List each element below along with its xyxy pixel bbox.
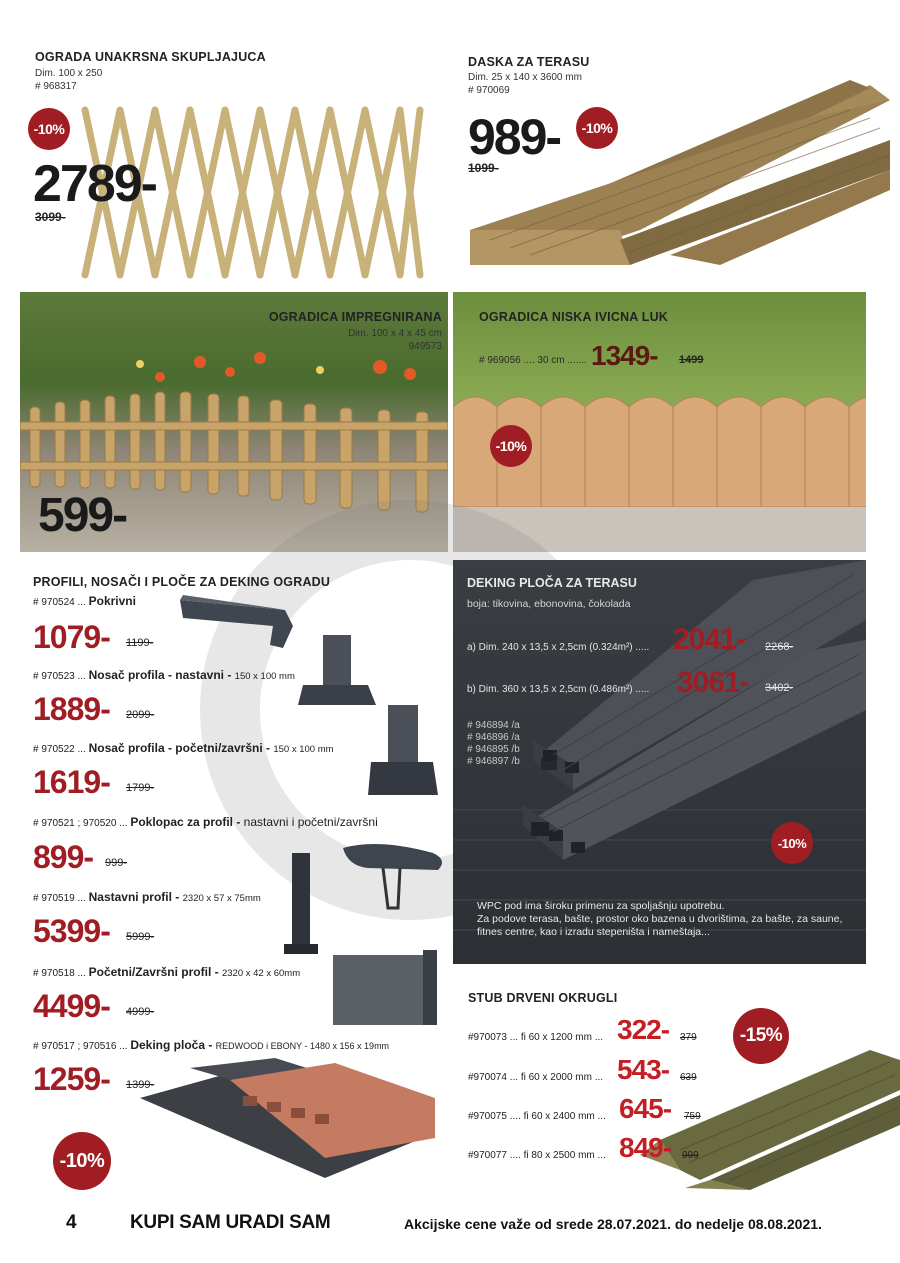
post-item-label: #970077 .... fi 80 x 2500 mm ... xyxy=(468,1150,606,1161)
item-dim: 2320 x 42 x 60mm xyxy=(221,968,301,979)
product-old-price: 1099- xyxy=(468,161,499,175)
code-item: # 946895 /b xyxy=(467,744,520,755)
validity-note: Akcijske cene važe od srede 28.07.2021. do nedelje 08.08.2021. xyxy=(404,1216,822,1232)
item-dim: nastavni i početni/završni xyxy=(243,815,378,829)
product-arched-border-fence xyxy=(453,292,866,552)
item-dim: 2320 x 57 x 75mm xyxy=(182,893,261,904)
discount-badge: -10% xyxy=(771,822,813,864)
post-item-label: #970075 .... fi 60 x 2400 mm ... xyxy=(468,1111,606,1122)
item-code: # 970517 ; 970516 ... xyxy=(33,1041,131,1052)
product-dim: Dim. 25 x 140 x 3600 mm xyxy=(468,72,582,83)
code-item: # 946896 /a xyxy=(467,732,520,743)
item-old-price: 999- xyxy=(105,857,128,869)
product-old-price: 3099- xyxy=(35,210,66,224)
page-number: 4 xyxy=(66,1212,77,1233)
item-name: Nosač profila - nastavni - xyxy=(88,668,235,682)
discount-badge: -10% xyxy=(490,425,532,467)
variant-a-price: 2041- xyxy=(673,623,745,656)
item-code: # 970523 ... xyxy=(33,671,89,682)
code-list xyxy=(467,720,520,768)
code-item: # 946894 /a xyxy=(467,720,520,731)
item-dim: REDWOOD i EBONY - 1480 x 156 x 19mm xyxy=(215,1041,390,1051)
post-item-old-price: 379 xyxy=(680,1032,697,1043)
product-title: DASKA ZA TERASU xyxy=(468,55,590,69)
product-price: 2789- xyxy=(33,155,156,213)
item-price: 1259- xyxy=(33,1061,110,1097)
product-impregnated-fence xyxy=(20,292,448,552)
item-price: 4499- xyxy=(33,988,110,1024)
item-code: # 970524 ... xyxy=(33,597,89,608)
product-title: OGRADICA NISKA IVICNA LUK xyxy=(479,310,669,324)
item-name: Početni/Završni profil - xyxy=(88,965,222,979)
deking-board-image xyxy=(135,1058,435,1198)
product-title: DEKING PLOČA ZA TERASU xyxy=(467,576,637,590)
item-dim: 150 x 100 mm xyxy=(273,744,334,755)
item-price: 899- xyxy=(33,839,94,875)
item-old-price: 2099- xyxy=(126,709,155,721)
discount-badge: -10% xyxy=(576,107,618,149)
item-code: # 970519 ... xyxy=(33,893,89,904)
item-price: 5399- xyxy=(33,913,110,949)
description-line: fitnes centre, kao i izradu stepeništa i nameštaja... xyxy=(477,926,710,938)
item-price: 1079- xyxy=(33,619,110,655)
post-item-label: #970074 ... fi 60 x 2000 mm ... xyxy=(468,1072,604,1083)
item-price: 1619- xyxy=(33,764,110,800)
item-old-price: 1399- xyxy=(126,1079,155,1091)
item-price: 1889- xyxy=(33,691,110,727)
product-title: OGRADA UNAKRSNA SKUPLJAJUCA xyxy=(35,50,266,64)
item-line xyxy=(33,890,261,904)
item-line xyxy=(33,1038,389,1052)
item-old-price: 4999- xyxy=(126,1006,155,1018)
product-code: # 970069 xyxy=(468,85,510,96)
middle-profile-image xyxy=(280,848,325,958)
section-title: PROFILI, NOSAČI I PLOČE ZA DEKING OGRADU xyxy=(33,575,331,589)
product-title: OGRADICA IMPREGNIRANA xyxy=(268,310,442,324)
description-line: WPC pod ima široku primenu za spoljašnju upotrebu. xyxy=(477,900,725,912)
item-dim: 150 x 100 mm xyxy=(234,671,295,682)
start-end-profile-image xyxy=(328,945,443,1030)
product-colors: boja: tikovina, ebonovina, čokolada xyxy=(467,598,631,610)
post-item-label: #970073 ... fi 60 x 1200 mm ... xyxy=(468,1032,604,1043)
post-item-price: 849- xyxy=(619,1132,672,1163)
item-old-price: 1799- xyxy=(126,782,155,794)
post-item-price: 645- xyxy=(619,1093,672,1124)
item-name: Nastavni profil - xyxy=(88,890,183,904)
item-line xyxy=(33,965,300,979)
variant-b-line: b) Dim. 360 x 13,5 x 2,5cm (0.486m²) ..... xyxy=(467,684,650,695)
variant-a-old-price: 2268- xyxy=(765,641,794,653)
item-code: # 970521 ; 970520 ... xyxy=(33,818,131,829)
item-line xyxy=(33,668,295,682)
code-item: # 946897 /b xyxy=(467,756,520,767)
item-old-price: 1199- xyxy=(126,637,154,649)
brand-name: KUPI SAM URADI SAM xyxy=(130,1212,331,1233)
item-old-price: 5999- xyxy=(126,931,155,943)
description-line: Za podove terasa, bašte, prostor oko bazena u dvorištima, za bašte, za saune, xyxy=(477,913,843,925)
product-dim: Dim. 100 x 4 x 45 cm xyxy=(348,328,442,339)
item-line xyxy=(33,594,136,608)
product-old-price: 1499 xyxy=(679,354,704,366)
item-code: # 970518 ... xyxy=(33,968,89,979)
product-code: 949573 xyxy=(408,341,442,352)
variant-b-price: 3061- xyxy=(677,666,749,699)
product-price: 1349- xyxy=(591,340,658,371)
item-name: Nosač profila - početni/završni - xyxy=(88,741,274,755)
item-code: # 970522 ... xyxy=(33,744,89,755)
discount-badge: -10% xyxy=(53,1132,111,1190)
post-item-price: 322- xyxy=(617,1014,670,1045)
support-extension-image xyxy=(298,630,378,710)
product-deking-terrace xyxy=(453,560,866,964)
discount-badge: -10% xyxy=(28,108,70,150)
post-item-old-price: 639 xyxy=(680,1072,697,1083)
product-description xyxy=(477,900,842,939)
item-line xyxy=(33,815,378,829)
variant-b-old-price: 3402- xyxy=(765,682,794,694)
variant-a-line: a) Dim. 240 x 13,5 x 2,5cm (0.324m²) ..... xyxy=(467,642,650,653)
product-dim: Dim. 100 x 250 xyxy=(35,68,103,79)
item-name: Deking ploča - xyxy=(130,1038,216,1052)
product-code: # 969056 .... 30 cm ....... xyxy=(479,355,587,366)
support-start-end-image xyxy=(368,700,443,800)
product-price: 599- xyxy=(38,489,127,542)
discount-badge: -15% xyxy=(733,1008,789,1064)
product-code: # 968317 xyxy=(35,81,77,92)
arched-fence-image xyxy=(453,292,866,552)
post-item-price: 543- xyxy=(617,1054,670,1085)
product-price: 989- xyxy=(468,109,561,165)
profile-cover-image xyxy=(338,838,448,913)
cap-profile-image xyxy=(175,590,300,650)
item-line xyxy=(33,741,334,755)
item-name: Poklopac za profil - xyxy=(130,815,244,829)
post-item-old-price: 759 xyxy=(684,1111,701,1122)
product-title: STUB DRVENI OKRUGLI xyxy=(468,991,618,1005)
post-item-old-price: 999 xyxy=(682,1150,699,1161)
item-name: Pokrivni xyxy=(88,594,136,608)
